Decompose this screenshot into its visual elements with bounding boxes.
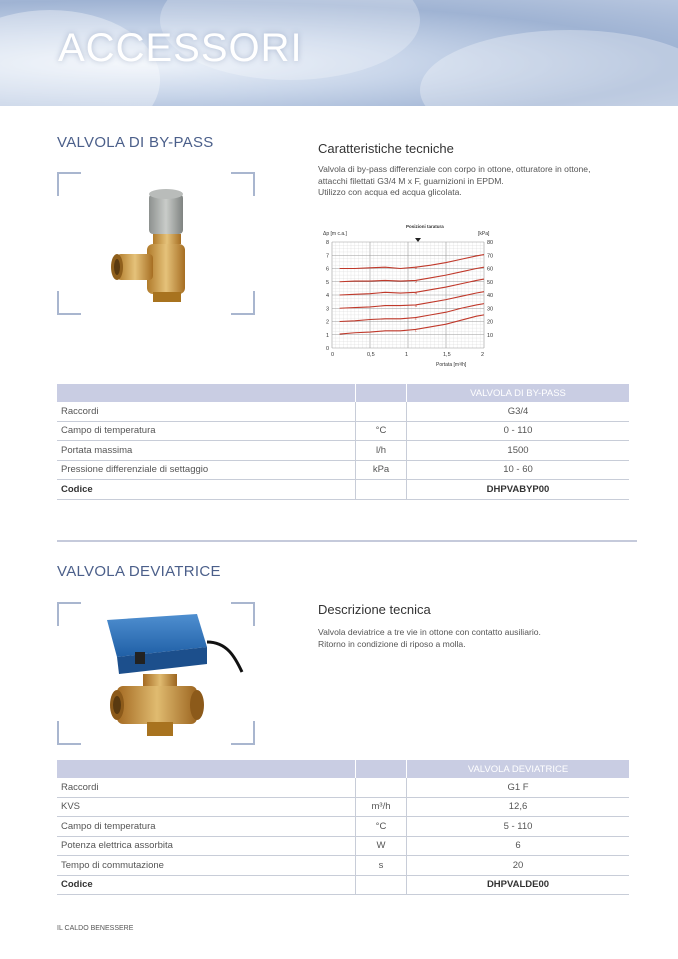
table-header-row [57, 760, 629, 778]
y-tick-label-right: 20 [487, 319, 494, 326]
y-tick-label-right: 70 [487, 253, 494, 260]
row-label: Campo di temperatura [57, 421, 356, 441]
bypass-description-line: attacchi filettati G3/4 M x F, guarnizioni in EPDM. [318, 175, 504, 186]
y-tick-label: 1 [326, 332, 330, 339]
chart-annotation: Posizioni taratura [406, 224, 444, 229]
y-tick-label-right: 50 [487, 279, 494, 286]
x-tick-label: 0 [331, 352, 335, 358]
row-label: Campo di temperatura [57, 817, 356, 837]
y-tick-label: 0 [326, 346, 330, 352]
row-label: KVS [57, 797, 356, 817]
row-unit: s [356, 856, 407, 876]
deviatrice-section-title: VALVOLA DEVIATRICE [57, 563, 221, 580]
row-value: 10 - 60 [407, 460, 630, 480]
row-value: G1 F [407, 778, 630, 797]
chart-y-label: Δp [m c.a.] [323, 231, 347, 237]
y-tick-label: 7 [326, 253, 330, 260]
banner-wave [420, 30, 678, 106]
table-header-label: VALVOLA DI BY-PASS [407, 384, 630, 402]
deviatrice-spec-table [57, 760, 629, 895]
row-unit: kPa [356, 460, 407, 480]
table-header-label: VALVOLA DEVIATRICE [407, 760, 630, 778]
row-label: Pressione differenziale di settaggio [57, 460, 356, 480]
bypass-valve-image [57, 172, 255, 315]
bypass-description-line: Valvola di by-pass differenziale con corpo in ottone, otturatore in ottone, [318, 164, 591, 174]
y-tick-label-right: 10 [487, 332, 494, 339]
table-header-row [57, 384, 629, 402]
series-label: 6 [414, 265, 417, 271]
bypass-section-title: VALVOLA DI BY-PASS [57, 134, 214, 151]
table-row [57, 441, 629, 461]
deviatrice-description-line: Ritorno in condizione di riposo a molla. [318, 638, 466, 649]
deviatrice-tech-heading: Descrizione tecnica [318, 602, 431, 617]
deviatrice-description [318, 627, 638, 650]
y-tick-label: 5 [326, 279, 330, 286]
y-tick-label: 2 [326, 319, 330, 326]
row-value: 20 [407, 856, 630, 876]
footer-text: IL CALDO BENESSERE [57, 925, 134, 932]
y-tick-label-right: 80 [487, 240, 494, 246]
row-label: Potenza elettrica assorbita [57, 836, 356, 856]
y-tick-label: 6 [326, 266, 330, 273]
bypass-description [318, 164, 638, 199]
bypass-flow-chart [318, 220, 498, 370]
x-tick-label: 1 [405, 352, 409, 358]
y-tick-label: 3 [326, 306, 330, 313]
row-value: 1500 [407, 441, 630, 461]
series-label: 3 [414, 302, 417, 308]
row-value: 5 - 110 [407, 817, 630, 837]
deviatrice-valve-image [57, 602, 255, 745]
row-label: Raccordi [57, 402, 356, 421]
table-row [57, 778, 629, 797]
code-value: DHPVABYP00 [407, 480, 630, 500]
y-tick-label-right: 40 [487, 293, 494, 299]
deviatrice-description-line: Valvola deviatrice a tre vie in ottone con contatto ausiliario. [318, 627, 541, 637]
y-tick-label-right: 30 [487, 306, 494, 313]
deviatrice-photo-frame [57, 602, 255, 745]
row-unit: l/h [356, 441, 407, 461]
row-value: 0 - 110 [407, 421, 630, 441]
y-tick-label-right: 60 [487, 266, 494, 273]
row-unit: m³/h [356, 797, 407, 817]
table-row-code [57, 875, 629, 895]
table-row [57, 797, 629, 817]
row-unit: °C [356, 421, 407, 441]
series-label: 5 [414, 278, 417, 284]
code-label: Codice [57, 875, 356, 895]
row-label: Portata massima [57, 441, 356, 461]
bypass-photo-frame [57, 172, 255, 315]
section-divider [57, 540, 637, 542]
chart-grid [332, 242, 484, 348]
x-tick-label: 2 [481, 352, 485, 358]
page-title: ACCESSORI [58, 26, 303, 70]
y-tick-label: 8 [326, 240, 330, 246]
chart-x-label: Portata [m³/h] [436, 362, 467, 368]
row-unit: °C [356, 817, 407, 837]
x-tick-label: 1,5 [443, 352, 451, 358]
table-row [57, 817, 629, 837]
bypass-spec-table [57, 384, 629, 500]
table-row [57, 460, 629, 480]
row-value: G3/4 [407, 402, 630, 421]
chart-annotation-arrow [415, 238, 421, 242]
bypass-description-line: Utilizzo con acqua ed acqua glicolata. [318, 187, 462, 197]
row-value: 12,6 [407, 797, 630, 817]
row-label: Raccordi [57, 778, 356, 797]
table-row [57, 402, 629, 421]
code-label: Codice [57, 480, 356, 500]
x-tick-label: 0,5 [367, 352, 375, 358]
chart-y-label-right: [kPa] [478, 231, 490, 237]
row-value: 6 [407, 836, 630, 856]
table-row [57, 836, 629, 856]
row-unit [356, 778, 407, 797]
table-row-code [57, 480, 629, 500]
code-value: DHPVALDE00 [407, 875, 630, 895]
series-label: 1 [414, 327, 417, 333]
series-label: 2 [414, 315, 417, 321]
table-row [57, 856, 629, 876]
y-tick-label: 4 [326, 293, 330, 299]
row-unit: W [356, 836, 407, 856]
row-unit [356, 402, 407, 421]
row-label: Tempo di commutazione [57, 856, 356, 876]
table-row [57, 421, 629, 441]
bypass-tech-heading: Caratteristiche tecniche [318, 141, 454, 156]
header-banner [0, 0, 678, 106]
series-label: 4 [414, 290, 417, 296]
